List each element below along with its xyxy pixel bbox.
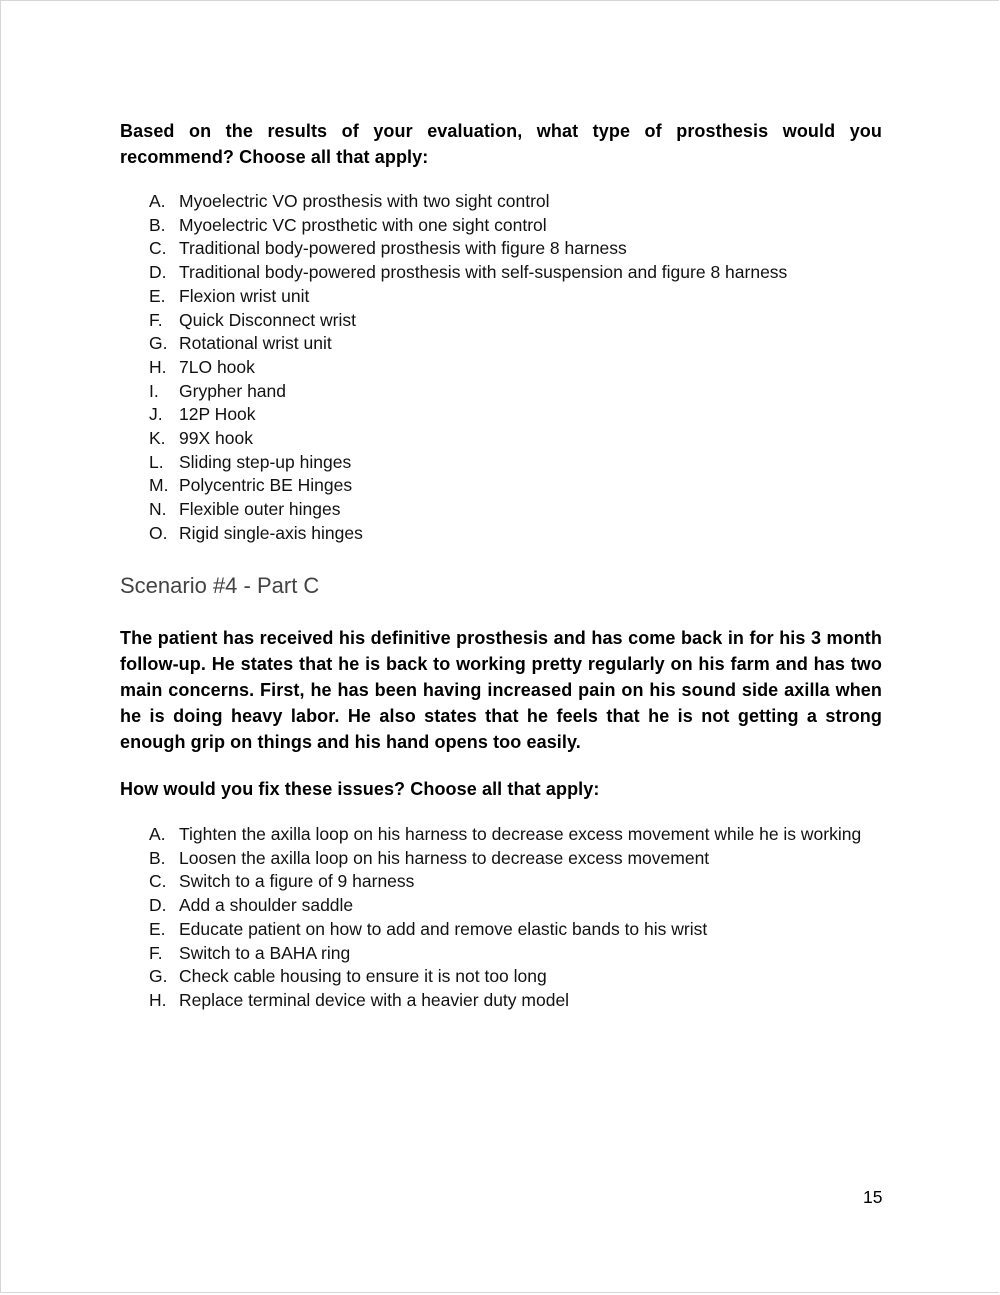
choice-text: Educate patient on how to add and remove elastic bands to his wrist bbox=[179, 918, 708, 939]
choice-item bbox=[149, 190, 787, 214]
choice-letter: K. bbox=[149, 428, 166, 449]
choice-text: Traditional body-powered prosthesis with figure 8 harness bbox=[179, 238, 627, 259]
choice-text: Sliding step-up hinges bbox=[179, 451, 352, 472]
choice-text: Traditional body-powered prosthesis with self-suspension and figure 8 harness bbox=[179, 262, 788, 283]
choice-letter: I. bbox=[149, 380, 159, 401]
choice-text: Flexion wrist unit bbox=[179, 285, 310, 306]
choice-letter: F. bbox=[149, 309, 163, 330]
choice-letter: C. bbox=[149, 871, 167, 892]
choice-text: Replace terminal device with a heavier duty model bbox=[179, 989, 570, 1010]
choice-text: Grypher hand bbox=[179, 380, 287, 401]
choice-letter: A. bbox=[149, 824, 166, 844]
choice-letter: F. bbox=[149, 942, 163, 963]
choice-item bbox=[149, 214, 787, 238]
page-number: 15 bbox=[863, 1187, 883, 1207]
choice-item bbox=[149, 427, 787, 451]
choice-text: Tighten the axilla loop on his harness to decrease excess movement while he is working bbox=[179, 824, 862, 844]
choice-text: Flexible outer hinges bbox=[179, 499, 341, 520]
choice-text: Polycentric BE Hinges bbox=[179, 475, 353, 496]
choice-item bbox=[149, 332, 787, 356]
choice-letter: D. bbox=[149, 895, 167, 916]
choice-letter: A. bbox=[149, 191, 166, 211]
choice-letter: E. bbox=[149, 285, 166, 306]
choice-text: Switch to a figure of 9 harness bbox=[179, 871, 415, 892]
choice-letter: E. bbox=[149, 918, 166, 939]
choice-item bbox=[149, 309, 787, 333]
choice-letter: B. bbox=[149, 214, 166, 235]
choice-item bbox=[149, 942, 861, 966]
choice-letter: J. bbox=[149, 404, 163, 425]
choice-letter: D. bbox=[149, 262, 167, 283]
choice-letter: L. bbox=[149, 451, 164, 472]
choice-letter: G. bbox=[149, 966, 168, 987]
choice-item bbox=[149, 870, 861, 894]
choice-text: Add a shoulder saddle bbox=[179, 895, 354, 916]
choice-letter: M. bbox=[149, 475, 169, 496]
choice-text: Check cable housing to ensure it is not too long bbox=[179, 966, 547, 987]
choice-letter: B. bbox=[149, 847, 166, 868]
choice-item bbox=[149, 356, 787, 380]
choice-letter: C. bbox=[149, 238, 167, 259]
choice-text: Loosen the axilla loop on his harness to decrease excess movement bbox=[179, 847, 710, 868]
choice-letter: H. bbox=[149, 989, 167, 1010]
choice-item bbox=[149, 989, 861, 1013]
choice-text: 12P Hook bbox=[179, 404, 256, 425]
choice-item bbox=[149, 285, 787, 309]
question-2-choices bbox=[149, 823, 861, 1013]
choice-text: Rotational wrist unit bbox=[179, 333, 332, 354]
choice-text: Switch to a BAHA ring bbox=[179, 942, 351, 963]
choice-text: Myoelectric VC prosthetic with one sight control bbox=[179, 214, 547, 235]
choice-text: Quick Disconnect wrist bbox=[179, 309, 356, 330]
choice-letter: O. bbox=[149, 522, 168, 543]
question-1-choices bbox=[149, 190, 787, 546]
question-1-prompt: Based on the results of your evaluation, what type of prosthesis would you recommend? Choose all that apply: bbox=[120, 121, 882, 167]
choice-item bbox=[149, 847, 861, 871]
choice-item bbox=[149, 474, 787, 498]
choice-item bbox=[149, 894, 861, 918]
choice-item bbox=[149, 965, 861, 989]
choice-letter: N. bbox=[149, 499, 167, 520]
choice-item bbox=[149, 522, 787, 546]
choice-letter: H. bbox=[149, 356, 167, 377]
question-2-prompt: How would you fix these issues? Choose all that apply: bbox=[120, 779, 600, 799]
choice-text: Rigid single-axis hinges bbox=[179, 522, 363, 543]
choice-text: Myoelectric VO prosthesis with two sight control bbox=[179, 191, 550, 211]
choice-item bbox=[149, 403, 787, 427]
scenario-description: The patient has received his definitive prosthesis and has come back in for his 3 month follow-up. He states that he is back to working pretty regularly on his farm and has two main concerns. First, he has been having increased pain on his sound side axilla when he is doing heavy labor. He also states that he feels that he is not getting a strong enough grip on things and his hand opens too easily. bbox=[120, 628, 882, 752]
choice-item bbox=[149, 918, 861, 942]
choice-item bbox=[149, 380, 787, 404]
choice-letter: G. bbox=[149, 333, 168, 354]
section-heading: Scenario #4 - Part C bbox=[120, 573, 320, 598]
choice-item bbox=[149, 823, 861, 847]
choice-item bbox=[149, 237, 787, 261]
choice-item bbox=[149, 261, 787, 285]
choice-text: 99X hook bbox=[179, 428, 253, 449]
choice-item bbox=[149, 498, 787, 522]
choice-text: 7LO hook bbox=[179, 356, 255, 377]
choice-item bbox=[149, 451, 787, 475]
